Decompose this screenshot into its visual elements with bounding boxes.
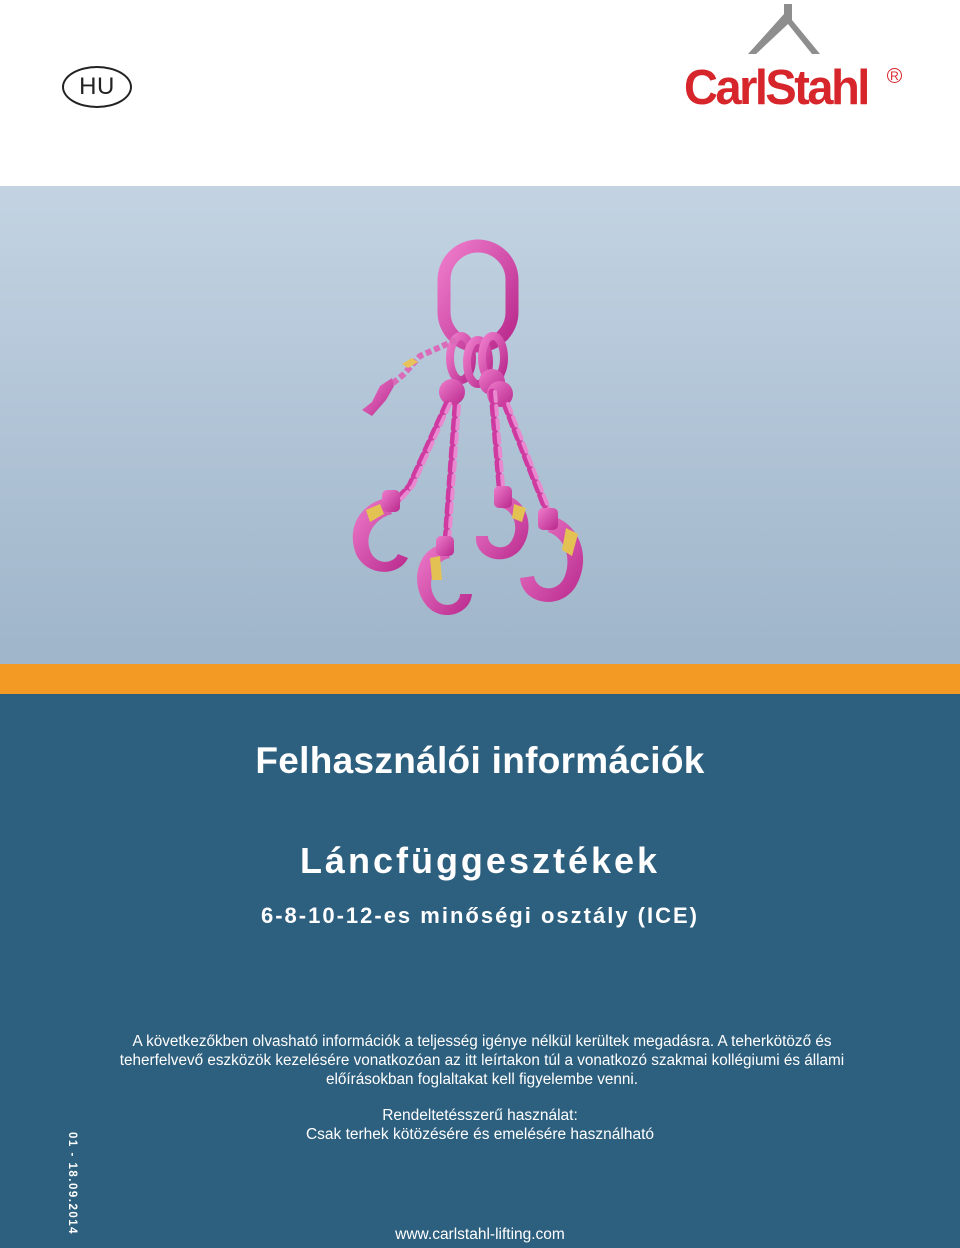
- accent-stripe: [0, 664, 960, 694]
- intro-paragraph: A következőkben olvasható információk a teljesség igénye nélkül kerültek megadásra. A teherkötöző és teherfelvevő eszközök kezelésére vonatkozóan az itt leírtakon túl a vonatkozó szakmai kollégiumi és állami előírásokban foglaltakat kell figyelembe venni.: [119, 1033, 845, 1088]
- intended-use-label: Rendeltetésszerű használat:: [382, 1107, 578, 1124]
- document-date: 01 - 18.09.2014: [66, 1132, 78, 1236]
- document-title: Felhasználói információk: [255, 740, 705, 781]
- intended-use-text: Csak terhek kötözésére és emelésére használható: [305, 1126, 655, 1143]
- chain-sling-icon: [0, 186, 960, 664]
- info-panel: [0, 694, 960, 1248]
- carlstahl-logo: [680, 0, 910, 115]
- logo-wordmark: CarlStahl: [684, 58, 868, 115]
- registered-mark: R: [887, 68, 902, 83]
- document-subtitle: Láncfüggesztékek: [299, 840, 661, 881]
- language-badge: HU: [62, 66, 132, 108]
- quality-grade: 6-8-10-12-es minőségi osztály (ICE): [260, 903, 699, 928]
- product-hero: [0, 186, 960, 664]
- header: [0, 0, 960, 186]
- website-link[interactable]: www.carlstahl-lifting.com: [395, 1226, 565, 1243]
